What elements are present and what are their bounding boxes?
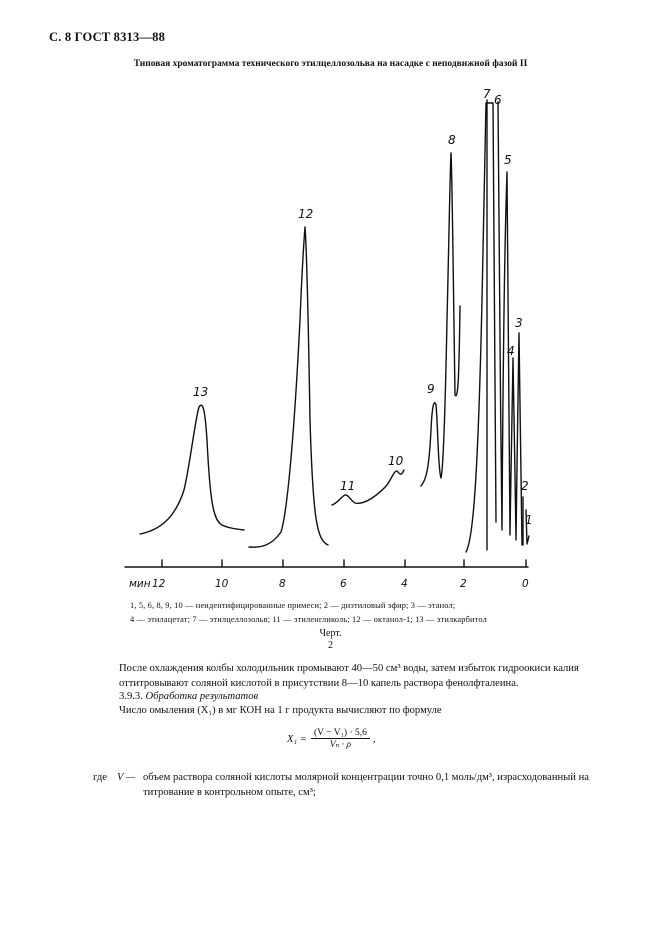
peak-label-11: 11 — [340, 479, 356, 493]
axis-unit-label: мин — [129, 578, 151, 590]
peak-label-1: 1 — [525, 513, 533, 527]
formula-denominator: Vₙ · ρ — [329, 740, 352, 750]
trace-peaks-7-6 — [466, 103, 496, 552]
peak-label-7: 7 — [483, 87, 491, 101]
section-title: Обработка результатов — [145, 691, 259, 702]
tick-label-2: 2 — [460, 578, 467, 590]
where-symbol: V — — [117, 772, 136, 783]
caption-number: 2 — [328, 640, 333, 651]
peak-label-10: 10 — [388, 454, 404, 468]
legend-line-1: 1, 5, 6, 8, 9, 10 — неидентифицированные примеси; 2 — диэтиловый эфир; 3 — этанол; — [130, 601, 456, 610]
paragraph-1-text: После охлаждения колбы холодильник промывают 40—50 см³ воды, затем избыток гидроокиси калия оттитровывают соляной кислотой в присутствии 8—10 капель раствора фенолфталеина. — [119, 663, 579, 689]
tick-label-10: 10 — [215, 578, 229, 590]
peak-label-2: 2 — [521, 479, 529, 493]
formula-lhs: X₁ = — [287, 733, 307, 745]
formula-numerator: (V − V₁) · 5,6 — [311, 728, 370, 739]
tick-label-12: 12 — [152, 578, 166, 590]
figure-title: Типовая хроматограмма технического этилцеллозольва на насадке с неподвижной фазой II — [133, 59, 528, 69]
trace-peak-12 — [249, 227, 328, 547]
page-header: С. 8 ГОСТ 8313—88 — [49, 30, 166, 44]
trace-peaks-9-8 — [421, 153, 460, 486]
tick-label-4: 4 — [401, 578, 408, 590]
tick-label-0: 0 — [522, 578, 529, 590]
peak-label-5: 5 — [504, 153, 512, 167]
tick-label-6: 6 — [340, 578, 347, 590]
paragraph-2: Число омыления (X₁) в мг КОН на 1 г продукта вычисляют по формуле — [119, 705, 442, 716]
paragraph-1 — [119, 662, 599, 691]
peak-label-9: 9 — [427, 382, 435, 396]
peak-label-8: 8 — [448, 133, 456, 147]
legend-line-2: 4 — этилацетат; 7 — этилцеллозольв; 11 — этиленгликоль; 12 — октанол-1; 13 — этилкарбитол — [130, 615, 487, 624]
peak-label-6: 6 — [494, 93, 502, 107]
formula-tail: , — [372, 733, 376, 745]
variable-definition — [93, 771, 593, 800]
peak-label-4: 4 — [507, 344, 515, 358]
saponification-formula — [286, 728, 377, 750]
caption-word: Черт. — [319, 628, 342, 639]
figure-caption — [0, 628, 661, 652]
peak-label-13: 13 — [193, 385, 209, 399]
peak-label-12: 12 — [298, 207, 314, 221]
peak-label-3: 3 — [515, 316, 523, 330]
section-number: 3.9.3. — [119, 691, 143, 702]
where-definition: объем раствора соляной кислоты молярной концентрации точно 0,1 моль/дм³, израсходованный на титрование в контрольном опыте, см³; — [143, 772, 589, 798]
section-heading — [119, 690, 599, 705]
trace-peak-13 — [140, 405, 244, 534]
tick-label-8: 8 — [279, 578, 286, 590]
where-word: где — [93, 772, 107, 783]
